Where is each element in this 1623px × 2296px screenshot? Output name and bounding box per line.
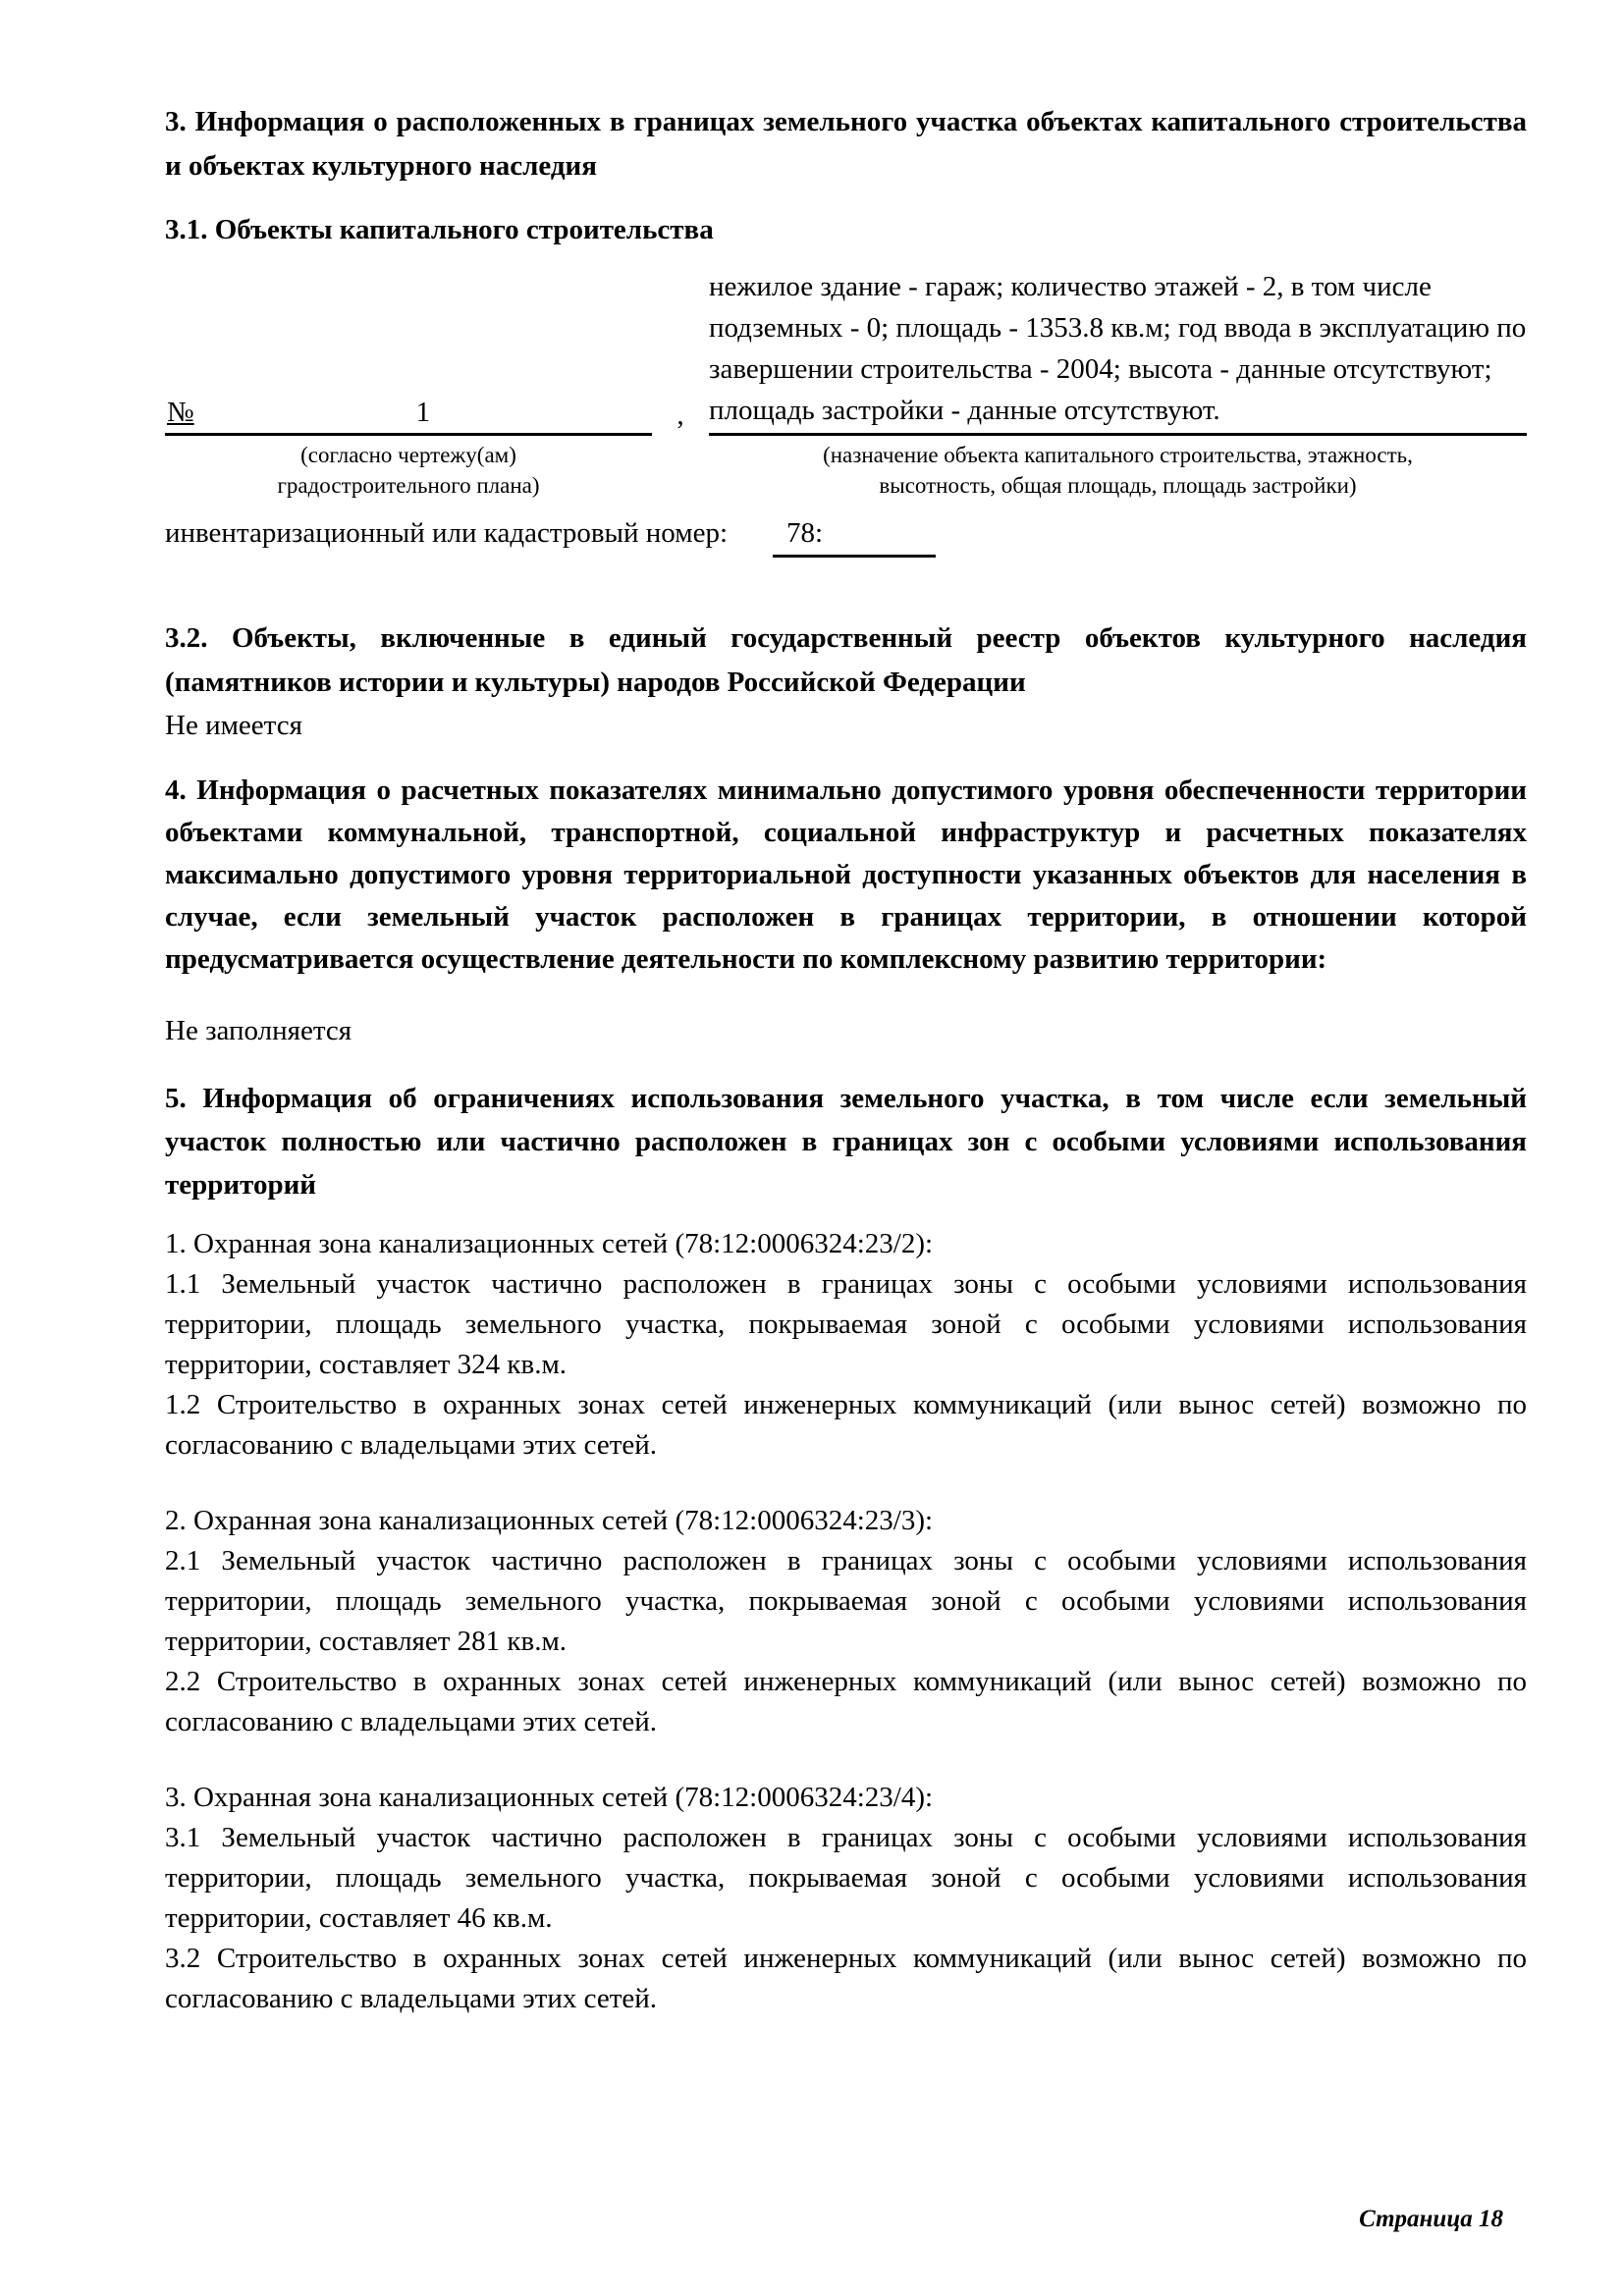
section-4-heading: 4. Информация о расчетных показателях минимально допустимого уровня обеспеченности территории объектами коммунальной, транспортной, социальной инфраструктур и расчетных показателях максимально допустимого уровня территориальной доступности указанных объектов для населения в случае, если земельный участок расположен в границах территории, в отношении которой предусматривается осуществление деятельности по комплексному развитию территории: xyxy=(165,774,1527,975)
caption-right-line2: высотность, общая площадь, площадь застройки) xyxy=(879,473,1357,498)
inventory-number-value: 78: xyxy=(773,512,936,558)
zone-3-paragraph-2: 3.2 Строительство в охранных зонах сетей инженерных коммуникаций (или вынос сетей) возможно по согласованию с владельцами этих сетей. xyxy=(165,1943,1527,2014)
field-captions-row xyxy=(165,436,1527,501)
inventory-number-row xyxy=(165,512,1527,558)
section-3-2-heading: 3.2. Объекты, включенные в единый государственный реестр объектов культурного наследия (памятников истории и культуры) народов Российской Федерации xyxy=(165,622,1527,698)
zone-2-paragraph-2: 2.2 Строительство в охранных зонах сетей инженерных коммуникаций (или вынос сетей) возможно по согласованию с владельцами этих сетей. xyxy=(165,1666,1527,1737)
caption-left-line2: градостроительного плана) xyxy=(277,473,540,498)
section-4-value: Не заполняется xyxy=(165,1015,352,1046)
caption-right xyxy=(709,440,1527,501)
section-3-2-value: Не имеется xyxy=(165,710,302,741)
restriction-zone-3 xyxy=(165,1778,1527,2019)
inventory-number-label: инвентаризационный или кадастровый номер: xyxy=(165,517,729,549)
zone-3-paragraph-1: 3.1 Земельный участок частично расположен в границах зоны с особыми условиями использования территории, площадь земельного участка, покрываемая зоной с особыми условиями использования территории, составляет 46 кв.м. xyxy=(165,1822,1527,1934)
number-sign: № xyxy=(167,397,194,428)
section-3-heading: 3. Информация о расположенных в границах земельного участка объектах капитального строительства и объектах культурного наследия xyxy=(165,106,1527,182)
caption-spacer xyxy=(652,440,709,501)
zone-1-paragraph-1: 1.1 Земельный участок частично расположен в границах зоны с особыми условиями использования территории, площадь земельного участка, покрываемая зоной с особыми условиями использования территории, составляет 324 кв.м. xyxy=(165,1268,1527,1380)
object-description-field: нежилое здание - гараж; количество этажей - 2, в том числе подземных - 0; площадь - 1353.8 кв.м; год ввода в эксплуатацию по завершении строительства - 2004; высота - данные отсутствуют; площадь застройки - данные отсутствуют. xyxy=(709,266,1527,436)
separator-comma: , xyxy=(676,400,684,431)
caption-left xyxy=(165,440,652,501)
restriction-zone-1 xyxy=(165,1224,1527,1466)
caption-right-line1: (назначение объекта капитального строительства, этажность, xyxy=(823,443,1413,467)
zone-2-title: 2. Охранная зона канализационных сетей (78:12:0006324:23/3): xyxy=(165,1505,934,1536)
caption-left-line1: (согласно чертежу(ам) xyxy=(300,443,516,467)
section-3-1-heading: 3.1. Объекты капитального строительства xyxy=(165,214,714,245)
section-5-heading: 5. Информация об ограничениях использования земельного участка, в том числе если земельный участок полностью или частично расположен в границах зон с особыми условиями использования территорий xyxy=(165,1083,1527,1201)
zone-1-paragraph-2: 1.2 Строительство в охранных зонах сетей инженерных коммуникаций (или вынос сетей) возможно по согласованию с владельцами этих сетей. xyxy=(165,1389,1527,1461)
object-number-value: 1 xyxy=(415,397,431,428)
page-number-footer: Страница 18 xyxy=(1359,2206,1503,2232)
zone-2-paragraph-1: 2.1 Земельный участок частично расположен в границах зоны с особыми условиями использования территории, площадь земельного участка, покрываемая зоной с особыми условиями использования территории, составляет 281 кв.м. xyxy=(165,1545,1527,1657)
zone-1-title: 1. Охранная зона канализационных сетей (78:12:0006324:23/2): xyxy=(165,1228,934,1259)
section-3-2-block xyxy=(165,616,1527,746)
capital-object-form-row xyxy=(165,266,1527,436)
object-number-field xyxy=(165,392,652,436)
restriction-zone-2 xyxy=(165,1501,1527,1742)
zone-3-title: 3. Охранная зона канализационных сетей (78:12:0006324:23/4): xyxy=(165,1782,934,1813)
